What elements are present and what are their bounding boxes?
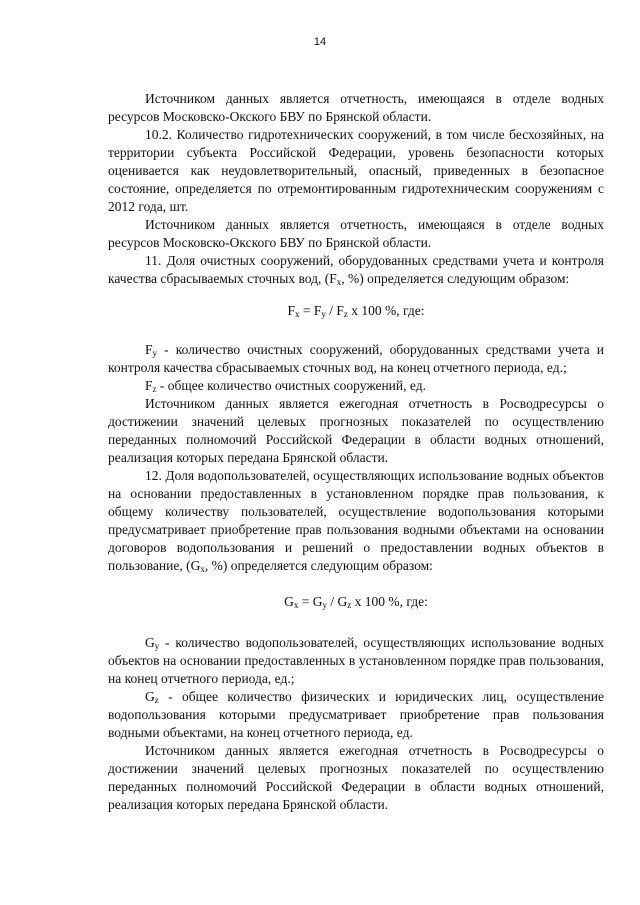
formula-fx xyxy=(108,302,604,320)
definition-fz-text: - общее количество очистных сооружений, ед. xyxy=(156,378,426,393)
paragraph-11-text: 11. Доля очистных сооружений, оборудованных средствами учета и контроля качества сбрасываемых сточных вод, (F xyxy=(108,253,604,286)
definition-fy-symbol: F xyxy=(145,342,153,357)
paragraph-source-3: Источником данных является ежегодная отчетность в Росводресурсы о достижении значений целевых прогнозных показателей по осуществлению переданных полномочий Российской Федерации в области водных отношений, реализация которых передана Брянской области. xyxy=(108,396,604,465)
paragraph-11-tail: , %) определяется следующим образом: xyxy=(341,271,570,286)
paragraph-11-sub: x xyxy=(336,277,342,287)
formula-gx xyxy=(108,593,604,611)
definition-fy-sub: y xyxy=(152,348,158,358)
definition-fy-text: - количество очистных сооружений, оборудованных средствами учета и контроля качества сбрасываемых сточных вод, на конец отчетного периода, ед.; xyxy=(108,342,604,375)
formula-fy-sub: y xyxy=(321,309,326,319)
paragraph-12-sub: x xyxy=(200,564,205,574)
definition-gz-sub: z xyxy=(154,695,159,705)
definition-fy xyxy=(108,341,604,377)
paragraph-11 xyxy=(108,252,604,288)
paragraph-12-tail: , %) определяется следующим образом: xyxy=(204,558,433,573)
definition-gy xyxy=(108,634,604,688)
formula-fx-tail: x 100 %, где: xyxy=(347,303,425,318)
formula-gz-symbol: G xyxy=(337,594,348,609)
formula-gx-sub: x xyxy=(293,600,299,610)
definition-gz xyxy=(108,688,604,742)
definition-fz-symbol: F xyxy=(145,378,153,393)
paragraph-source-4: Источником данных является ежегодная отчетность в Росводресурсы о достижении значений целевых прогнозных показателей по осуществлению переданных полномочий Российской Федерации в области водных отношений, реализация которых передана Брянской области. xyxy=(108,743,604,812)
document-body xyxy=(108,90,604,814)
formula-fz-symbol: F xyxy=(336,303,344,318)
page-number: 14 xyxy=(313,36,327,48)
paragraph-12 xyxy=(108,467,604,575)
paragraph-12-text: 12. Доля водопользователей, осуществляющих использование водных объектов на основании предоставленных в установленном порядке прав пользования, к общему количеству пользователей, осуществление водопользования которыми предусматривает приобретение прав пользования водными объектами на основании договоров водопользования и решений о предоставлении водных объектов в пользование, (G xyxy=(108,468,604,573)
formula-gx-equals: = xyxy=(298,594,313,609)
formula-fx-sub: x xyxy=(294,309,300,319)
formula-fx-divide: / xyxy=(325,303,337,318)
paragraph-source-1: Источником данных является отчетность, имеющаяся в отделе водных ресурсов Московско-Окского БВУ по Брянской области. xyxy=(108,91,604,124)
paragraph-10-2: 10.2. Количество гидротехнических сооружений, в том числе бесхозяйных, на территории субъекта Российской Федерации, уровень безопасности которых оценивается как неудовлетворительный, опасный, приведенных в безопасное состояние, определяется по отремонтированным гидротехническим сооружениям с 2012 года, шт. xyxy=(108,127,604,214)
formula-gy-sub: y xyxy=(322,600,327,610)
formula-gx-symbol: G xyxy=(284,594,294,609)
definition-fz xyxy=(108,377,604,395)
definition-gz-symbol: G xyxy=(145,689,155,704)
definition-gy-symbol: G xyxy=(145,635,155,650)
formula-fx-symbol: F xyxy=(287,303,295,318)
definition-gy-sub: y xyxy=(154,641,160,651)
formula-gx-tail: x 100 %, где: xyxy=(351,594,428,609)
formula-fz-sub: z xyxy=(343,309,348,319)
formula-gy-symbol: G xyxy=(312,594,323,609)
formula-fx-equals: = xyxy=(299,303,314,318)
definition-gy-text: - количество водопользователей, осуществляющих использование водных объектов на основании предоставленных в установленном порядке прав пользования, на конец отчетного периода, ед.; xyxy=(108,635,604,686)
definition-fz-sub: z xyxy=(152,384,157,394)
formula-gz-sub: z xyxy=(347,600,352,610)
formula-fy-symbol: F xyxy=(313,303,322,318)
definition-gz-text: - общее количество физических и юридических лиц, осуществление водопользования которыми предусматривает приобретение прав пользования водными объектами, на конец отчетного периода, ед. xyxy=(108,689,604,740)
paragraph-source-2: Источником данных является отчетность, имеющаяся в отделе водных ресурсов Московско-Окского БВУ по Брянской области. xyxy=(108,217,604,250)
formula-gx-divide: / xyxy=(327,594,338,609)
